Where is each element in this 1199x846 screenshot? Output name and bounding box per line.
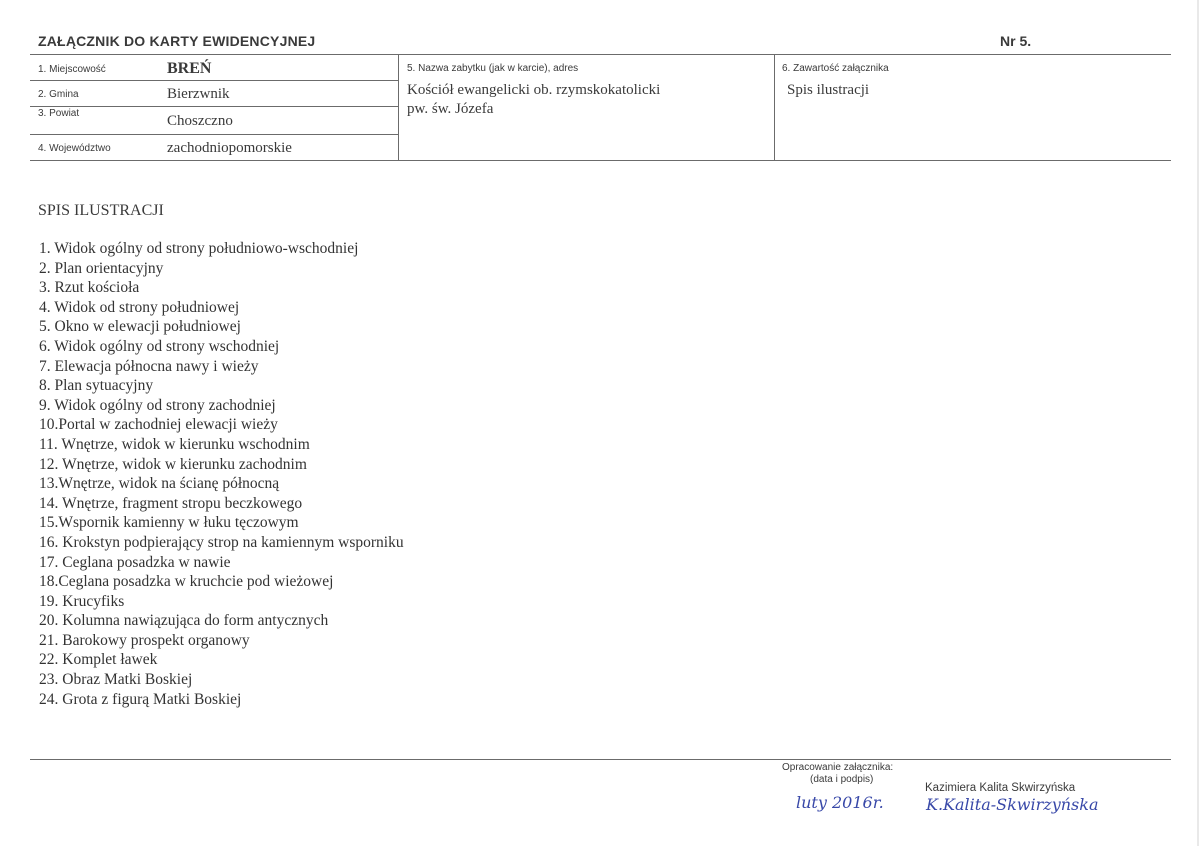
wojewodztwo-value: zachodniopomorskie (167, 140, 292, 156)
list-item: 21. Barokowy prospekt organowy (39, 631, 250, 649)
footer-rule (30, 759, 1171, 760)
list-item: 10.Portal w zachodniej elewacji wieży (39, 416, 278, 434)
list-item: 2. Plan orientacyjny (39, 259, 164, 277)
table-top-rule (30, 54, 1171, 55)
zawartosc-label: 6. Zawartość załącznika (782, 63, 889, 74)
list-item: 15.Wspornik kamienny w łuku tęczowym (39, 514, 299, 532)
list-item: 4. Widok od strony południowej (39, 298, 240, 316)
nazwa-zabytku-label: 5. Nazwa zabytku (jak w karcie), adres (407, 63, 579, 74)
list-item: 12. Wnętrze, widok w kierunku zachodnim (39, 455, 307, 473)
list-item: 14. Wnętrze, fragment stropu beczkowego (39, 494, 303, 512)
list-item: 7. Elewacja północna nawy i wieży (39, 357, 259, 375)
section-title: SPIS ILUSTRACJI (38, 202, 164, 219)
list-item: 17. Ceglana posadzka w nawie (39, 553, 231, 571)
table-bottom-rule (30, 160, 1171, 161)
table-row-rule-2 (30, 106, 398, 107)
nazwa-zabytku-line1: Kościół ewangelicki ob. rzymskokatolicki (407, 82, 661, 98)
gmina-value: Bierzwnik (167, 86, 230, 102)
list-item: 1. Widok ogólny od strony południowo-wschodniej (39, 240, 359, 257)
list-item: 22. Komplet ławek (39, 651, 158, 669)
author-name: Kazimiera Kalita Skwirzyńska (925, 782, 1076, 794)
gmina-label: 2. Gmina (38, 89, 79, 100)
handwritten-date: luty 2016r. (796, 793, 884, 812)
list-item: 20. Kolumna nawiązująca do form antycznych (39, 612, 329, 630)
document-title: ZAŁĄCZNIK DO KARTY EWIDENCYJNEJ (38, 33, 316, 49)
table-column-divider-1 (398, 54, 399, 161)
nazwa-zabytku-line2: pw. św. Józefa (407, 101, 494, 117)
footer-label-line1: Opracowanie załącznika: (782, 762, 894, 773)
list-item: 6. Widok ogólny od strony wschodniej (39, 337, 280, 355)
list-item: 18.Ceglana posadzka w kruchcie pod wieżowej (39, 573, 334, 591)
list-item: 9. Widok ogólny od strony zachodniej (39, 396, 276, 414)
table-row-rule-3 (30, 134, 398, 135)
list-item: 5. Okno w elewacji południowej (39, 318, 241, 336)
illustration-list (39, 239, 404, 709)
document-number: Nr 5. (1000, 33, 1032, 49)
list-item: 11. Wnętrze, widok w kierunku wschodnim (39, 435, 310, 453)
footer-label-line2: (data i podpis) (810, 774, 874, 785)
handwritten-signature: K.Kalita-Skwirzyńska (926, 795, 1099, 814)
list-item: 3. Rzut kościoła (39, 279, 140, 297)
list-item: 19. Krucyfiks (39, 592, 125, 610)
list-item: 16. Krokstyn podpierający strop na kamiennym wsporniku (39, 533, 404, 551)
table-row-rule-1 (30, 80, 398, 81)
powiat-label: 3. Powiat (38, 108, 80, 119)
miejscowosc-label: 1. Miejscowość (38, 64, 106, 75)
wojewodztwo-label: 4. Województwo (38, 143, 111, 154)
list-item: 23. Obraz Matki Boskiej (39, 671, 193, 689)
powiat-value: Choszczno (167, 113, 233, 129)
table-column-divider-2 (774, 54, 775, 161)
list-item: 13.Wnętrze, widok na ścianę północną (39, 475, 280, 493)
list-item: 24. Grota z figurą Matki Boskiej (39, 690, 242, 708)
miejscowosc-value: BREŃ (167, 60, 212, 77)
zawartosc-value: Spis ilustracji (787, 82, 870, 98)
list-item: 8. Plan sytuacyjny (39, 377, 154, 395)
